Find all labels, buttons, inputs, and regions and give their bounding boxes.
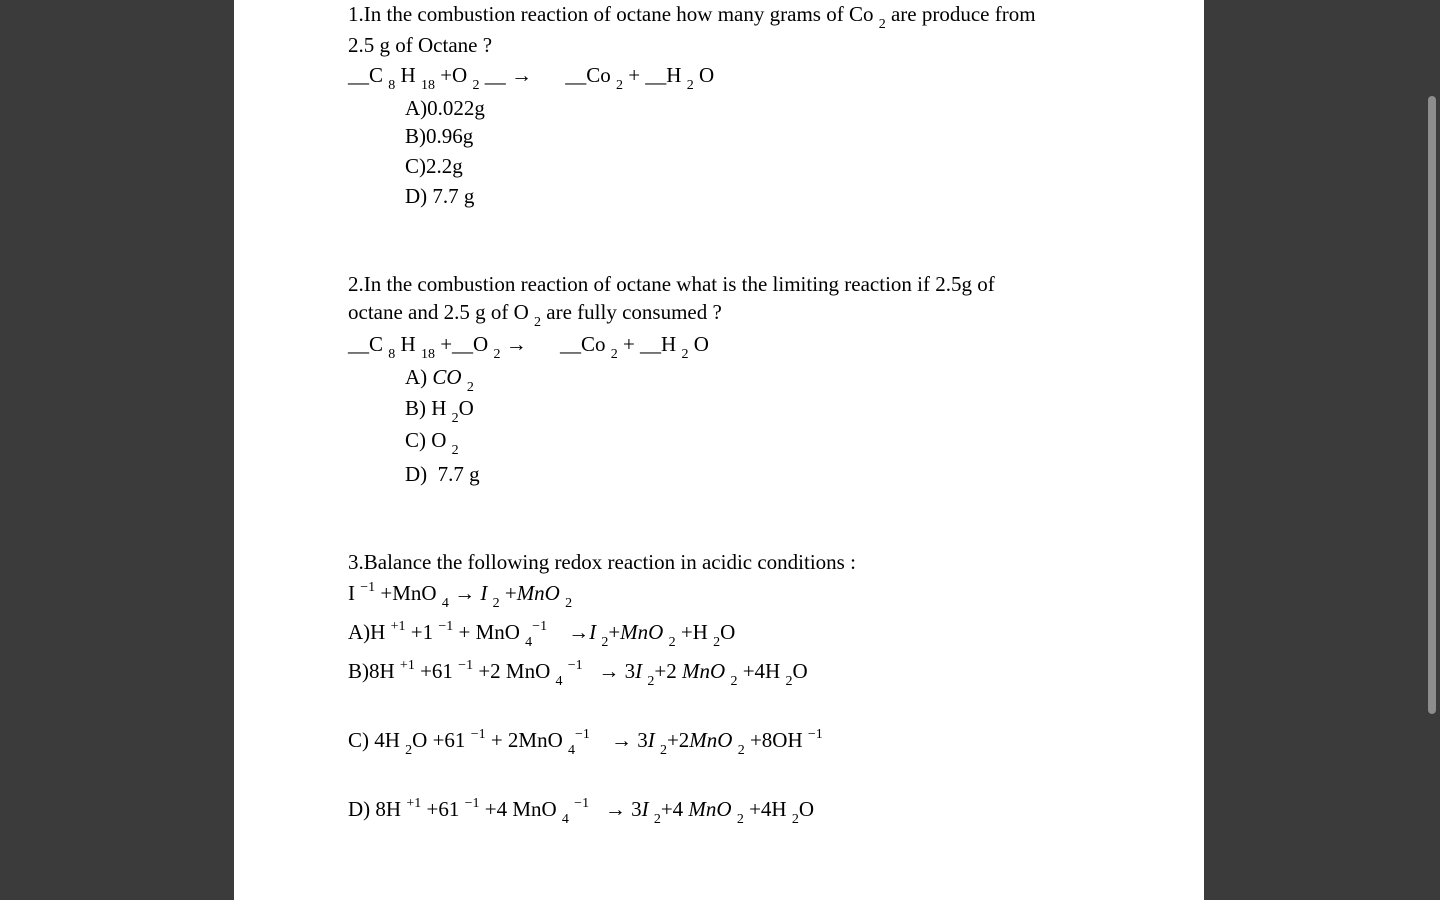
q1-line1: 1.In the combustion reaction of octane how many grams of Co $_2$ are produce from (348, 2, 1036, 32)
q3-option-a[interactable]: A)H $^{+1}$ +1 $^{-1}$ + MnO $_4^{-1}$ →I $_2$+MnO $_2$ +H $_2$O (348, 619, 736, 650)
q2-line1: 2.In the combustion reaction of octane what is the limiting reaction if 2.5g of (348, 272, 995, 296)
q1-equation: __C $_8$ H $_{18}$ +O $_2$ __ → __Co $_2$ + __H $_2$ O (348, 63, 715, 93)
q3-option-b[interactable]: B)8H $^{+1}$ +61 $^{-1}$ +2 MnO $_4$ $^{-1}$ → 3I $_2$+2 MnO $_2$ +4H $_2$O (348, 658, 808, 689)
q3-equation: I $^{-1}$ +MnO $_4$ → I $_2$ +MnO $_2$ (348, 580, 573, 611)
q2-option-b[interactable]: B) H $_2$O (405, 396, 474, 426)
q2-option-a[interactable]: A) CO $_2$ (405, 365, 474, 395)
q1-option-d[interactable]: D) 7.7 g (405, 184, 475, 208)
q1-option-b[interactable]: B)0.96g (405, 124, 474, 148)
q2-equation: __C $_8$ H $_{18}$ +__O $_2$ → __Co $_2$ + __H $_2$ O (348, 332, 709, 362)
q1-option-c[interactable]: C)2.2g (405, 154, 463, 178)
q3-line1: 3.Balance the following redox reaction in acidic conditions : (348, 550, 856, 574)
q2-option-c[interactable]: C) O $_2$ (405, 428, 459, 458)
q3-option-c[interactable]: C) 4H $_2$O +61 $^{-1}$ + 2MnO $_4^{-1}$ → 3I $_2$+2MnO $_2$ +8OH $^{-1}$ (348, 727, 823, 758)
q1-line2: 2.5 g of Octane ? (348, 33, 493, 57)
q2-option-d[interactable]: D) 7.7 g (405, 462, 480, 486)
q3-option-d[interactable]: D) 8H $^{+1}$ +61 $^{-1}$ +4 MnO $_4$ $^{-1}$ → 3I $_2$+4 MnO $_2$ +4H $_2$O (348, 796, 815, 827)
q2-line2: octane and 2.5 g of O $_2$ are fully consumed ? (348, 300, 722, 330)
vertical-scrollbar[interactable] (1428, 96, 1436, 714)
q1-option-a[interactable]: A)0.022g (405, 96, 485, 120)
document-page (234, 0, 1204, 900)
